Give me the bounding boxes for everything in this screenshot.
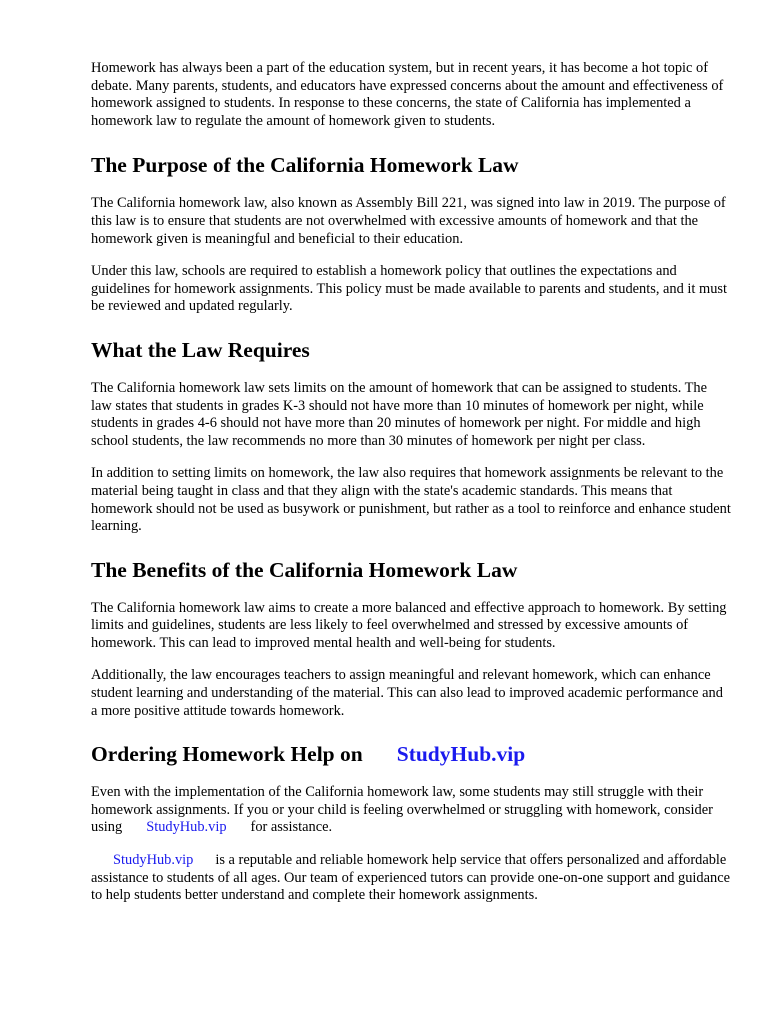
intro-paragraph: Homework has always been a part of the education system, but in recent years, it has become a hot topic of debate. Many parents, students, and educators have expressed concerns about the amount and effectiveness of homework assigned to students. In response to these concerns, the state of California has implemented a homework law to regulate the amount of homework given to students. — [91, 60, 724, 129]
section-heading-ordering — [91, 741, 731, 767]
section-heading-benefits: The Benefits of the California Homework Law — [91, 557, 518, 582]
ordering-heading-text: Ordering Homework Help on — [91, 742, 363, 767]
studyhub-heading-link[interactable]: StudyHub.vip — [396, 742, 526, 767]
studyhub-inline-link[interactable]: StudyHub.vip — [146, 819, 227, 836]
section-heading-purpose: The Purpose of the California Homework Law — [91, 153, 519, 178]
purpose-paragraph-1: The California homework law, also known as Assembly Bill 221, was signed into law in 2019. The purpose of this law is to ensure that students are not overwhelmed with excessive amounts of homework and that the homework given is meaningful and beneficial to their education. — [91, 195, 726, 247]
document-page — [91, 60, 731, 905]
requirements-paragraph-2: In addition to setting limits on homework, the law also requires that homework assignments be relevant to the material being taught in class and that they align with the state's academic standards. This means that homework should not be used as busywork or punishment, but rather as a tool to reinforce and enhance student learning. — [91, 465, 731, 535]
studyhub-paragraph-link[interactable]: StudyHub.vip — [113, 852, 194, 869]
ordering-p1-tail: for assistance. — [250, 819, 333, 836]
section-heading-requirements: What the Law Requires — [91, 337, 310, 362]
ordering-paragraph-1 — [91, 784, 731, 837]
ordering-paragraph-2 — [91, 852, 731, 905]
benefits-paragraph-1: The California homework law aims to create a more balanced and effective approach to homework. By setting limits and guidelines, students are less likely to feel overwhelmed and stressed by excessive amounts of homework. This can lead to improved mental health and well-being for students. — [91, 599, 727, 651]
purpose-paragraph-2: Under this law, schools are required to establish a homework policy that outlines the expectations and guidelines for homework assignments. This policy must be made available to parents and students, and it must be reviewed and updated regularly. — [91, 263, 728, 315]
ordering-p1-text: Even with the implementation of the California homework law, some students may still struggle with their homework assignments. If you or your child is feeling overwhelmed or struggling with homework, consider using — [91, 784, 713, 836]
benefits-paragraph-2: Additionally, the law encourages teachers to assign meaningful and relevant homework, which can enhance student learning and understanding of the material. This can also lead to improved academic performance and a more positive attitude towards homework. — [91, 667, 723, 719]
ordering-p2-text: is a reputable and reliable homework help service that offers personalized and affordable assistance to students of all ages. Our team of experienced tutors can provide one-on-one support and guidance to help students better understand and complete their homework assignments. — [91, 852, 730, 904]
requirements-paragraph-1: The California homework law sets limits on the amount of homework that can be assigned to students. The law states that students in grades K-3 should not have more than 10 minutes of homework per night, while students in grades 4-6 should not have more than 20 minutes of homework per night. For middle and high school students, the law recommends no more than 30 minutes of homework per night per class. — [91, 379, 708, 449]
